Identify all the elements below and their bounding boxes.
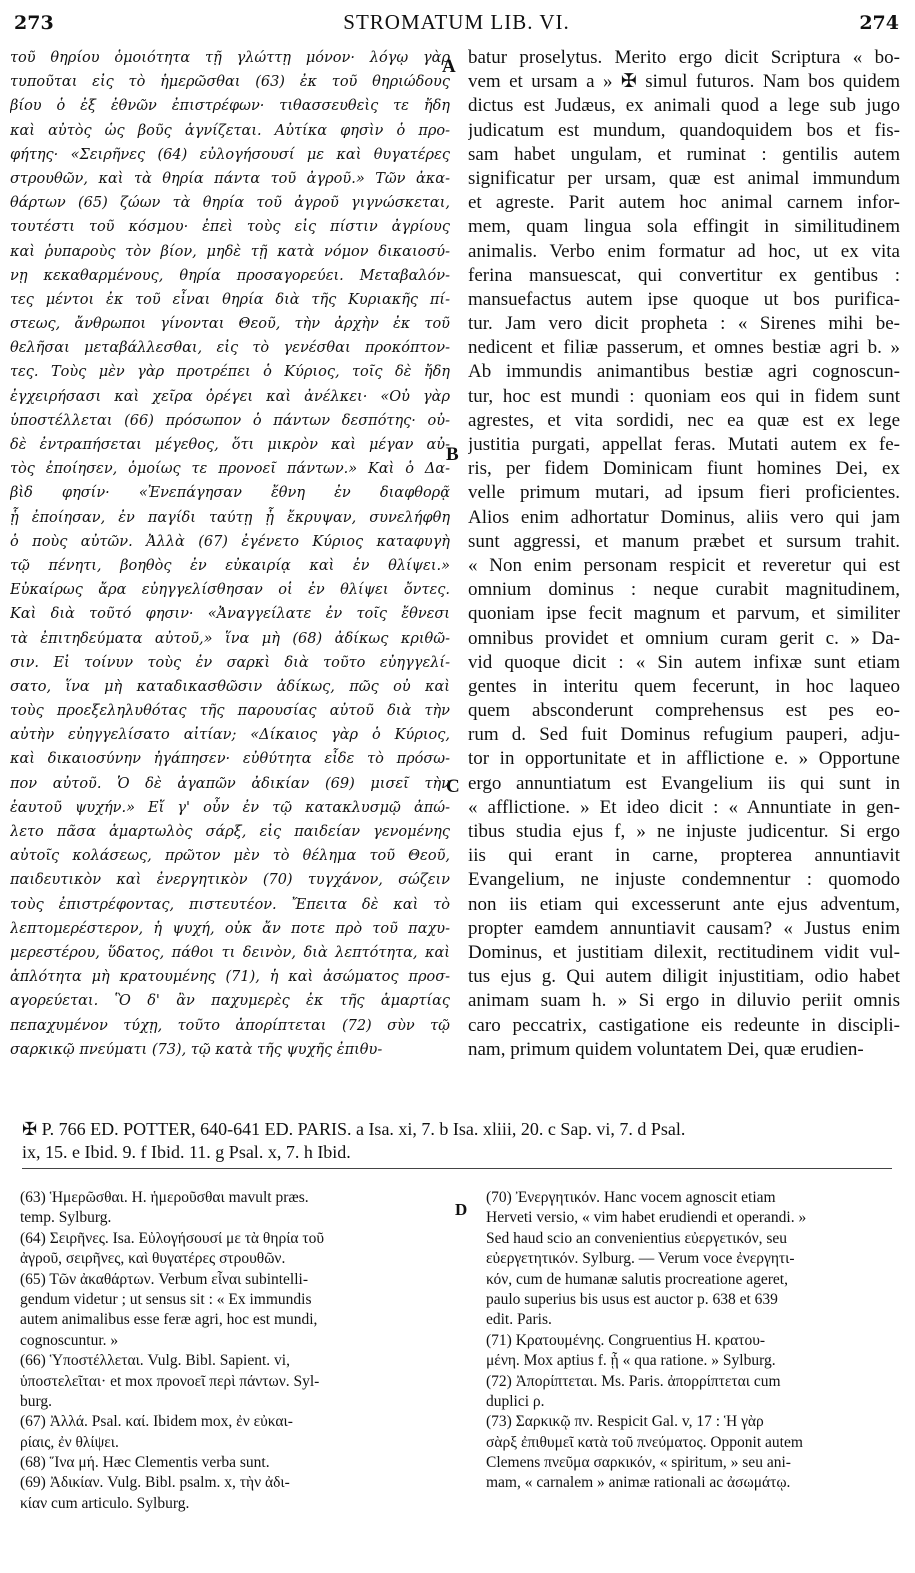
latin-text-line: tus ejus g. Qui autem diligit injustitiam, odio habet — [468, 966, 900, 988]
latin-text-line: Dominus, et justitiam dilexit, rectitudinem vidit vul- — [468, 941, 900, 963]
references-line-2: ix, 15. e Ibid. 9. f Ibid. 11. g Psal. x, 7. h Ibid. — [22, 1142, 351, 1162]
latin-text-line: velle primum mutari, ad ipsum fieri proficientes. — [468, 482, 900, 504]
latin-text-line: omnibus providet et omnium curam gerit c. » Da- — [468, 627, 900, 649]
greek-text-line: καὶ αὐτὸς ὡς βοῦς ἁγνίζεται. Αὐτίκα φησὶν ὁ προ- — [10, 122, 450, 139]
footnote-line: (65) Τῶν ἀκαθάρτων. Verbum εἶναι subintelli- — [20, 1270, 309, 1288]
latin-text-line: justitia purgati, appellat feras. Mutati autem ex fe- — [468, 434, 900, 455]
latin-text-line: caro peccatrix, castigatione eis redeunte in discipli- — [468, 1014, 900, 1036]
footnote-divider — [22, 1168, 892, 1169]
footnote-line: mam, « carnalem » animæ rationali ac ἀσωμάτῳ. — [486, 1474, 791, 1492]
footnote-line: (70) Ἐνεργητικόν. Hanc vocem agnoscit etiam — [486, 1189, 776, 1206]
greek-text-line: τοὺς ἐπιστρέφοντας, πιστευτέον. Ἔπειτα δὲ καὶ τὸ — [10, 896, 450, 913]
latin-text-line: tor in opportunitate et in afflictione e. » Opportune — [468, 748, 900, 770]
latin-text-line: gentes in interitu quem fecerunt, in hoc laqueo — [468, 675, 900, 697]
footnote-line: ἀγροῦ, σειρῆνες, καὶ θυγατέρες στρουθῶν. — [20, 1250, 286, 1268]
latin-text-line: non iis etiam qui excesserunt ante ejus adventum, — [468, 893, 900, 915]
margin-marker-c: C — [446, 776, 460, 797]
latin-text-line: significatur per ursam, quæ est animal immundum — [468, 167, 900, 189]
greek-text-line: ἁπλότητα μὴ κρατουμένης (71), ἡ καὶ ἀσώματος προσ- — [10, 969, 450, 986]
latin-text-line: Ab immundis animantibus bestiæ agri cognoscun- — [468, 361, 900, 383]
greek-text-line: αγορεύεται. Ὃ δ' ἂν παχυμερὲς ἐκ τῆς ἁμαρτίας — [10, 993, 450, 1010]
greek-text-line: σαρκικῷ πνεύματι (73), τῷ κατὰ τῆς ψυχῆς ἐπιθυ- — [10, 1041, 383, 1058]
references-line-1: ✠ P. 766 ED. POTTER, 640-641 ED. PARIS. a Isa. xi, 7. b Isa. xliii, 20. c Sap. vi, 7. d Psal. — [22, 1119, 686, 1139]
footnote-line: (66) Ὑποστέλλεται. Vulg. Bibl. Sapient. vi, — [20, 1352, 290, 1370]
greek-text-line: βὶδ φησίν· «Ἐνεπάγησαν ἔθνη ἐν διαφθορᾷ — [10, 485, 450, 502]
footnote-line: ρίαις, ἐν θλίψει. — [20, 1433, 119, 1451]
latin-text-line: omnium dominus : neque curabit magnitudinem, — [468, 579, 900, 601]
greek-text-line: βίου ὁ ἐξ ἐθνῶν ἐπιστρέφων· τιθασσευθεὶς τε ἤδη — [10, 98, 450, 115]
greek-text-line: τες μέντοι ἐκ τοῦ εἶναι θηρία διὰ τῆς Κυριακῆς πί- — [10, 291, 450, 308]
latin-text-line: vem et ursam a » ✠ simul futuros. Nam bos quidem — [468, 71, 900, 93]
greek-text-line: τῷ πένητι, βοηθὸς ἐν εὐκαιρίᾳ καὶ ἐν θλίψει.» — [10, 557, 450, 574]
latin-text-line: ferina mansuescat, qui convertitur ex gentibus : — [468, 264, 900, 286]
page-number-right: 274 — [859, 12, 899, 34]
footnote-line: (73) Σαρκικῷ πν. Respicit Gal. v, 17 : Ἡ γὰρ — [486, 1413, 764, 1431]
latin-text-line: vid quoque dicit : « Sin autem infixæ sunt etiam — [468, 651, 900, 673]
latin-text-line: animam suam h. » Si ergo in diluvio periit omnis — [468, 990, 900, 1012]
latin-text-line: tibus studia ejus f, » ne injuste judicentur. Si ergo — [468, 821, 900, 842]
greek-text-line: ἑαυτοῦ ψυχήν.» Εἴ γ' οὖν ἐν τῷ κατακλυσμῷ ἀπώ- — [10, 799, 450, 816]
footnotes-right — [486, 1188, 900, 1494]
footnote-line: gendum videtur ; ut sensus sit : « Ex immundis — [20, 1290, 312, 1308]
latin-text-line: Evangelium, ne injuste condemnentur : quomodo — [468, 869, 900, 891]
latin-text-line: sunt aggressi, et manum præbet et sursum trahit. — [468, 530, 900, 552]
footnote-line: Clemens πνεῦμα σαρκικόν, « spiritum, » seu ani- — [486, 1454, 791, 1472]
footnote-line: (67) Ἀλλά. Psal. καί. Ibidem mox, ἐν εὐκαι- — [20, 1413, 293, 1431]
latin-text-line: et agreste. Parit autem hoc animal carnem infor- — [468, 192, 900, 214]
greek-text-line: νῃ κεκαθαρμένους, θηρία προσαγορεύει. Μεταβαλόν- — [10, 267, 450, 284]
greek-text-line: παιδευτικὸν καὶ ἐνεργητικὸν (70) τυγχάνον, σώζειν — [10, 872, 450, 889]
latin-text-line: nedicent et filiæ passerum, et omnes bestiæ agri b. » — [468, 337, 900, 359]
greek-text-line: στεως, ἄνθρωποι γίνονται Θεοῦ, τὴν ἀρχὴν ἐκ τοῦ — [10, 316, 450, 333]
latin-text-line: quoniam ipse fecit magnum et parvum, et similiter — [468, 603, 900, 625]
footnote-line: εὐεργετητικόν. Sylburg. — Verum voce ἐνεργητι- — [486, 1250, 795, 1268]
latin-text-line: ergo annuntiatum est Evangelium iis qui sunt in — [468, 772, 900, 794]
greek-text-line: πεπαχυμένον τύχῃ, τοῦτο ἀπορίπτεται (72) σὺν τῷ — [10, 1017, 450, 1034]
greek-text-line: θάρτων (65) ζώων τὰ θηρία τοῦ ἀγροῦ γιγνώσκεται, — [10, 195, 450, 212]
greek-text-line: σατο, ἵνα μὴ καταδικασθῶσιν ἀδίκως, πῶς οὐ καὶ — [10, 678, 450, 695]
footnote-line: Sed haud scio an convenientius εὐεργετικόν, seu — [486, 1229, 788, 1247]
latin-text-line: Alios enim adhortatur Dominus, aliis vero qui jam — [468, 506, 900, 528]
footnotes-left — [20, 1188, 454, 1514]
greek-text-line: αὐτοῖς κολάσεως, πρῶτον μὲν τὸ θέλημα τοῦ Θεοῦ, — [10, 848, 450, 865]
greek-text-line: τοῦ θηρίου ὁμοιότητα τῇ γλώττῃ μόνον· λόγῳ γὰρ — [10, 50, 450, 66]
footnote-line: κόν, cum de humanæ salutis procreatione ageret, — [486, 1270, 788, 1288]
greek-text-line: τυποῦται εἰς τὸ ἡμερῶσθαι (63) ἐκ τοῦ θηριώδους — [10, 74, 450, 91]
greek-text-line: ἐγχειρήσασι καὶ χεῖρα ὀρέγει καὶ ἀνέλκει· «Οὐ γὰρ — [10, 388, 450, 405]
footnote-line: ὑποστελεῖται· et mox προνοεῖ περὶ πάντων. Syl- — [20, 1372, 320, 1390]
greek-text-line: λετο πᾶσα ἁμαρτωλὸς σάρξ, εἰς παιδείαν γενομένης — [10, 824, 450, 840]
greek-text-line: καὶ δικαιοσύνην ἠγάπησεν· εὐθύτητα εἶδε τὸ πρόσω- — [10, 751, 450, 768]
latin-text-line: « afflictione. » Et ideo dicit : « Annuntiate in gen- — [468, 796, 900, 818]
latin-text-line: tur. Jam vero dicit propheta : « Sirenes mihi be- — [468, 313, 900, 335]
latin-text-line: batur proselytus. Merito ergo dicit Scriptura « bo- — [468, 47, 900, 68]
latin-text-line: propter eamdem annuntiavit causam? « Justus enim — [468, 917, 900, 939]
footnote-line: (71) Κρατουμένης. Congruentius H. κρατου- — [486, 1331, 766, 1349]
footnote-line: (72) Ἀπορίπτεται. Ms. Paris. ἀπορρίπτεται cum — [486, 1372, 781, 1390]
footnote-line: Herveti versio, « vim habet erudiendi et operandi. » — [486, 1209, 807, 1227]
footnote-line: duplici ρ. — [486, 1392, 545, 1410]
running-title: STROMATUM LIB. VI. — [343, 10, 570, 34]
greek-text-line: φήτης· «Σειρῆνες (64) εὐλογήσουσί με καὶ θυγατέρες — [10, 146, 450, 163]
greek-text-line: Εὐκαίρως ἄρα εὐηγγελίσθησαν οἱ ἐν θλίψει ὄντες. — [10, 582, 450, 599]
margin-marker-b: B — [446, 444, 459, 465]
footnote-line: κίαν cum articulo. Sylburg. — [20, 1494, 190, 1512]
greek-text-line: καὶ ῥυπαροὺς τὸν βίον, μηδὲ τῇ κατὰ νόμον δικαιοσύ- — [10, 243, 450, 260]
page-number-left: 273 — [14, 12, 54, 34]
footnote-line: edit. Paris. — [486, 1311, 552, 1329]
greek-text-line: τοὺς προεξεληλυθότας τῆς παρουσίας αὐτοῦ διὰ τὴν — [10, 703, 450, 720]
latin-text-line: mansuefactus autem ipse quoque ut bos purifica- — [468, 288, 900, 310]
greek-text-line: τουτέστι τοῦ κόσμου· ἐπεὶ τοὺς εἰς πίστιν ἀγρίους — [10, 219, 450, 236]
latin-text-line: ris, per fidem Dominicam fiunt homines Dei, ex — [468, 458, 900, 480]
margin-marker-d: D — [455, 1200, 468, 1219]
footnote-line: temp. Sylburg. — [20, 1209, 112, 1227]
greek-text-line: στρουθῶν, καὶ τὰ θηρία πάντα τοῦ ἀγροῦ.» Τῶν ἀκα- — [10, 170, 450, 187]
latin-text-line: sam habet ungulam, et ruminat : gentilis autem — [468, 143, 900, 165]
latin-text-line: « Non enim personam respicit et reveretur qui est — [468, 554, 900, 576]
page-header — [14, 6, 899, 34]
greek-column — [10, 46, 450, 1062]
latin-text-line: judicatum est mundum, quandoquidem bos et fis- — [468, 119, 900, 141]
latin-text-line: dictus est Judæus, ex animali quod a lege sub jugo — [468, 95, 900, 117]
footnote-line: (63) Ἡμερῶσθαι. H. ἡμεροῦσθαι mavult præs. — [20, 1189, 309, 1206]
latin-text-line: iis qui erant in carne, propterea annuntiavit — [468, 845, 900, 867]
latin-text-line: agrestes, et vita sordidi, nec ea quæ est ex lege — [468, 409, 900, 431]
footnote-line: paulo superius bis usus est auctor p. 638 et 639 — [486, 1290, 778, 1308]
greek-text-line: ᾗ ἐποίησαν, ἐν παγίδι ταύτῃ ᾗ ἔκρυψαν, συνελήφθη — [10, 509, 450, 526]
greek-text-line: λεπτομερέστερον, ἡ ψυχή, οὐκ ἄν ποτε πρὸ τοῦ παχυ- — [10, 920, 450, 937]
latin-text-line: mem, quam lingua sola effingit in similitudinem — [468, 216, 900, 238]
greek-text-line: μερεστέρου, ὕδατος, πάθοι τι δεινὸν, διὰ λεπτότητα, καὶ — [10, 944, 450, 961]
greek-text-line: σιν. Εἰ τοίνυν τοὺς ἐν σαρκὶ διὰ τοῦτο εὐηγγελί- — [10, 654, 450, 671]
footnote-line: (69) Ἀδικίαν. Vulg. Bibl. psalm. x, τὴν ἀδι- — [20, 1474, 290, 1492]
latin-text-line: nam, primum quidem voluntatem Dei, quæ erudien- — [468, 1038, 864, 1060]
greek-text-line: Καὶ διὰ τοῦτό φησιν· «Ἀναγγείλατε ἐν τοῖς ἔθνεσι — [10, 606, 450, 623]
greek-text-line: ὑποστέλλεται (66) πρόσωπον ὁ πάντων δεσπότης· οὐ- — [10, 412, 450, 429]
greek-text-line: θελῆσαι μεταβάλλεσθαι, εἰς τὸ γενέσθαι προκόπτον- — [10, 340, 450, 357]
footnote-line: cognoscuntur. » — [20, 1331, 119, 1349]
footnote-line: (64) Σειρῆνες. Isa. Εὐλογήσουσί με τὰ θηρία τοῦ — [20, 1229, 325, 1247]
greek-text-line: τες. Τοὺς μὲν γὰρ προτρέπει ὁ Κύριος, τοῖς δὲ ἤδη — [10, 364, 450, 381]
footnote-line: (68) Ἵνα μή. Hæc Clementis verba sunt. — [20, 1454, 270, 1472]
latin-text-line: tur, hoc est mundi : quoniam eos qui in fidem sunt — [468, 385, 900, 407]
greek-text-line: τὰ ἐπιτηδεύματα αὐτοῦ,» ἵνα μὴ (68) ἀδίκως κριθῶ- — [10, 630, 450, 647]
footnote-line: burg. — [20, 1392, 53, 1410]
latin-text-line: animalis. Verbo enim formatur ad hoc, ut ex vita — [468, 240, 900, 262]
footnote-line: autem animalibus esse feræ agri, hoc est mundi, — [20, 1311, 318, 1329]
scripture-references — [22, 1118, 892, 1164]
greek-text-line: δὲ ἐντραπήσεται μέγεθος, ὅτι μικρὸν καὶ μέγαν αὐ- — [10, 437, 450, 453]
latin-text-line: quem absconderunt comprehensus est pes eo- — [468, 700, 900, 722]
greek-text-line: τὸς ἐποίησεν, ὁμοίως τε προνοεῖ πάντων.» Καὶ ὁ Δα- — [10, 461, 450, 478]
footnote-line: σὰρξ ἐπιθυμεῖ κατὰ τοῦ πνεύματος. Opponit autem — [486, 1433, 803, 1451]
greek-text-line: αὐτὴν εὐηγγελίσατο αἰτίαν; «Δίκαιος γὰρ ὁ Κύριος, — [10, 727, 450, 744]
latin-column — [468, 46, 900, 1062]
greek-text-line: πον αὐτοῦ. Ὁ δὲ ἀγαπῶν ἀδικίαν (69) μισεῖ τὴν — [10, 775, 450, 792]
greek-text-line: ὁ ποὺς αὐτῶν. Ἀλλὰ (67) ἐγένετο Κύριος καταφυγὴ — [10, 533, 450, 550]
margin-marker-a: A — [442, 56, 456, 77]
latin-text-line: rum d. Sed fuit Dominus refugium pauperi, adju- — [468, 724, 900, 746]
footnote-line: μένη. Mox aptius f. ᾗ « qua ratione. » Sylburg. — [486, 1352, 776, 1370]
